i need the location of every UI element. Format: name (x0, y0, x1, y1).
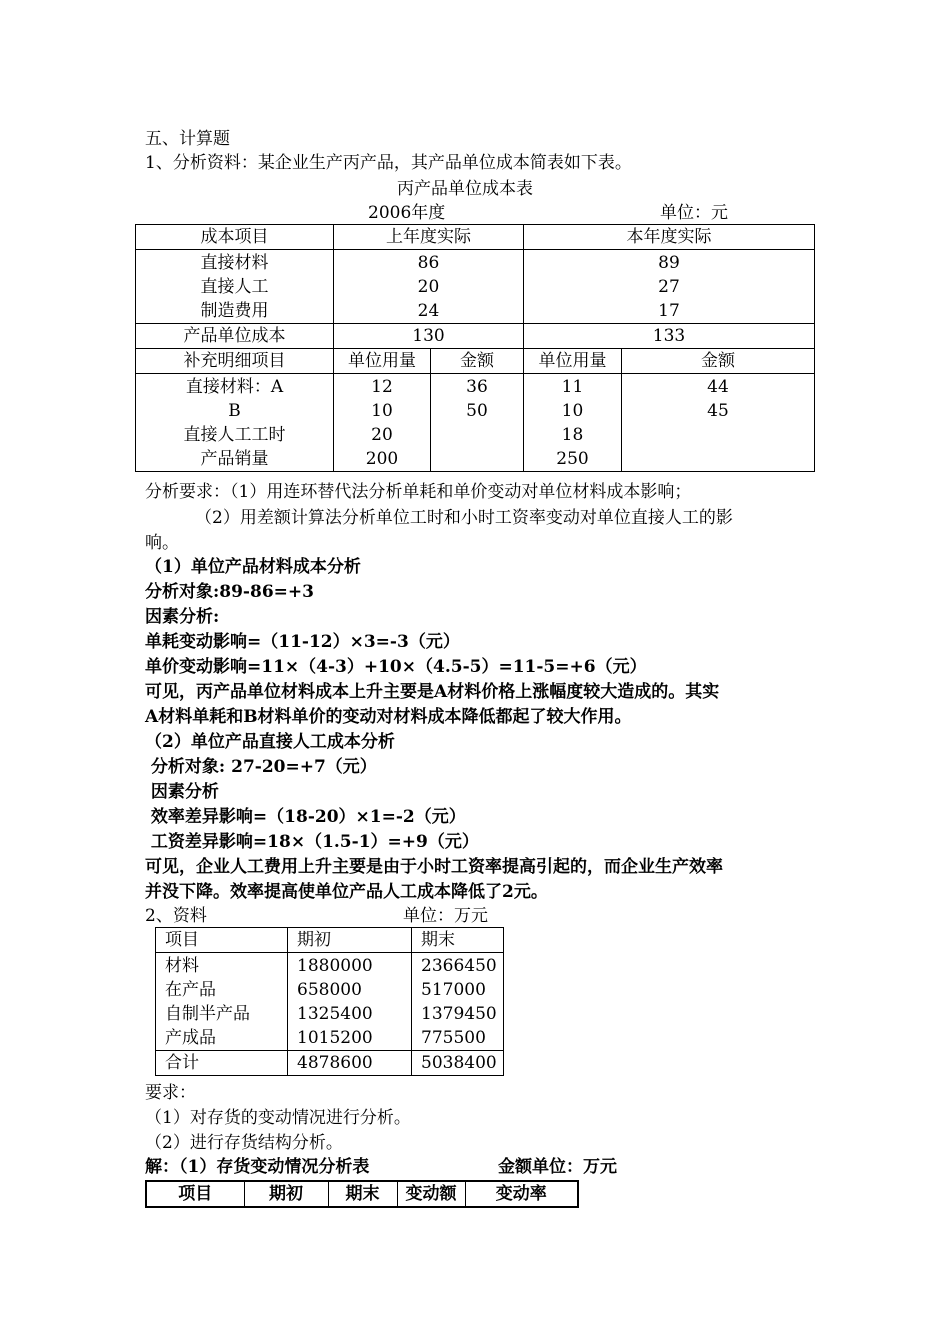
header-cell: 变动率 (465, 1181, 578, 1207)
curr-value: 17 (658, 301, 680, 321)
item-label: 在产品 (165, 980, 216, 1000)
detail-prev-qty (334, 374, 431, 472)
prev-amt: 50 (466, 401, 488, 421)
answer-line: （2）单位产品直接人工成本分析 (145, 732, 395, 752)
header-cell: 变动额 (397, 1181, 465, 1207)
prev-qty: 200 (365, 449, 399, 469)
answer-line: 可见，丙产品单位材料成本上升主要是A材料价格上涨幅度较大造成的。其实 (145, 682, 720, 702)
answer-line: （1）单位产品材料成本分析 (145, 557, 361, 577)
q2-requirement: （2）进行存货结构分析。 (145, 1133, 343, 1153)
detail-header-cell: 金额 (431, 349, 524, 374)
end-value: 1379450 (421, 1004, 497, 1024)
answer-line: 单耗变动影响=（11-12）×3=-3（元） (145, 632, 460, 652)
end-value: 2366450 (421, 956, 497, 976)
header-cell: 期末 (412, 928, 504, 953)
detail-label: 产品销量 (200, 449, 269, 469)
total-label: 合计 (156, 1051, 288, 1076)
curr-qty: 10 (561, 401, 584, 421)
begin-value: 1880000 (297, 956, 373, 976)
header-cell: 项目 (146, 1181, 244, 1207)
total-begin: 4878600 (288, 1051, 412, 1076)
detail-prev-amt (431, 374, 524, 472)
answer-line: 分析对象:89-86=+3 (145, 582, 314, 602)
curr-qty: 11 (561, 377, 584, 397)
total-row (156, 1051, 504, 1076)
end-cell (412, 953, 504, 1051)
answer-line: 可见，企业人工费用上升主要是由于小时工资率提高引起的，而企业生产效率 (145, 857, 723, 877)
section-heading: 五、计算题 (145, 129, 230, 149)
table-header-row (156, 928, 504, 953)
total-row (136, 324, 815, 349)
solution-unit: 金额单位：万元 (498, 1157, 617, 1177)
prev-value: 20 (417, 277, 440, 297)
answer-line: 因素分析 (145, 782, 219, 802)
table-header-row (146, 1181, 578, 1207)
total-prev: 130 (334, 324, 524, 349)
header-cell: 期初 (288, 928, 412, 953)
detail-curr-amt (622, 374, 815, 472)
detail-header-cell: 单位用量 (524, 349, 622, 374)
prev-qty: 20 (371, 425, 393, 445)
q1-requirement-2: （2）用差额计算法分析单位工时和小时工资率变动对单位直接人工的影 (195, 508, 733, 528)
q1-year: 2006年度 (368, 203, 446, 223)
begin-value: 1325400 (297, 1004, 373, 1024)
table-row (156, 953, 504, 1051)
prev-value: 24 (417, 301, 440, 321)
end-value: 517000 (421, 980, 486, 1000)
q1-table-title: 丙产品单位成本表 (397, 179, 533, 199)
item-label: 自制半产品 (165, 1004, 250, 1024)
curr-qty: 18 (561, 425, 584, 445)
item-label: 材料 (165, 956, 199, 976)
unit-cost-table (135, 224, 815, 472)
total-curr: 133 (524, 324, 815, 349)
begin-value: 1015200 (297, 1028, 373, 1048)
total-end: 5038400 (412, 1051, 504, 1076)
detail-curr-qty (524, 374, 622, 472)
q1-requirement-1: 分析要求：（1）用连环替代法分析单耗和单价变动对单位材料成本影响； (145, 482, 692, 502)
detail-header-cell: 金额 (622, 349, 815, 374)
curr-qty: 250 (556, 449, 589, 469)
detail-label: 直接材料：A (185, 377, 284, 397)
q2-unit: 单位：万元 (403, 906, 488, 926)
header-cell: 项目 (156, 928, 288, 953)
inventory-change-table (145, 1180, 579, 1208)
detail-label: 直接人工工时 (183, 425, 286, 445)
answer-line: 分析对象: 27-20=+7（元） (145, 757, 377, 777)
header-cell: 期末 (328, 1181, 397, 1207)
detail-header-cell: 单位用量 (334, 349, 431, 374)
q2-requirement: （1）对存货的变动情况进行分析。 (145, 1108, 411, 1128)
prev-qty: 12 (371, 377, 393, 397)
answer-line: 并没下降。效率提高使单位产品人工成本降低了2元。 (145, 882, 548, 902)
prev-qty: 10 (371, 401, 393, 421)
item-cell (156, 953, 288, 1051)
curr-amt: 45 (707, 401, 729, 421)
detail-header-row (136, 349, 815, 374)
answer-line: 单价变动影响=11×（4-3）+10×（4.5-5）=11-5=+6（元） (145, 657, 647, 677)
prev-value: 86 (417, 253, 440, 273)
table-row (136, 250, 815, 324)
cost-item-label: 直接人工 (200, 277, 269, 297)
answer-line: 效率差异影响=（18-20）×1=-2（元） (145, 807, 466, 827)
detail-header-cell: 补充明细项目 (136, 349, 334, 374)
cost-item-label: 直接材料 (200, 253, 269, 273)
curr-amt: 44 (707, 377, 729, 397)
answer-line: 工资差异影响=18×（1.5-1）=+9（元） (145, 832, 479, 852)
q1-unit: 单位：元 (660, 203, 728, 223)
end-value: 775500 (421, 1028, 486, 1048)
detail-labels (136, 374, 334, 472)
cost-item-label: 制造费用 (200, 301, 269, 321)
q1-requirement-2-cont: 响。 (145, 533, 179, 553)
begin-value: 658000 (297, 980, 362, 1000)
total-label: 产品单位成本 (136, 324, 334, 349)
q2-intro: 2、资料 (145, 906, 207, 926)
answer-line: A材料单耗和B材料单价的变动对材料成本降低都起了较大作用。 (145, 707, 632, 727)
detail-label: B (228, 401, 241, 421)
solution-title: 解：（1）存货变动情况分析表 (145, 1157, 370, 1177)
cost-item-cell (136, 250, 334, 324)
header-cell: 本年度实际 (524, 225, 815, 250)
prev-amt: 36 (466, 377, 488, 397)
inventory-table (155, 927, 504, 1076)
q1-intro: 1、分析资料：某企业生产丙产品，其产品单位成本简表如下表。 (145, 153, 632, 173)
table-header-row (136, 225, 815, 250)
detail-body-row (136, 374, 815, 472)
header-cell: 成本项目 (136, 225, 334, 250)
item-label: 产成品 (165, 1028, 216, 1048)
curr-value: 89 (658, 253, 680, 273)
curr-values-cell (524, 250, 815, 324)
prev-values-cell (334, 250, 524, 324)
begin-cell (288, 953, 412, 1051)
answer-line: 因素分析: (145, 607, 220, 627)
header-cell: 上年度实际 (334, 225, 524, 250)
curr-value: 27 (658, 277, 680, 297)
q2-requirements-label: 要求： (145, 1083, 196, 1103)
header-cell: 期初 (244, 1181, 328, 1207)
